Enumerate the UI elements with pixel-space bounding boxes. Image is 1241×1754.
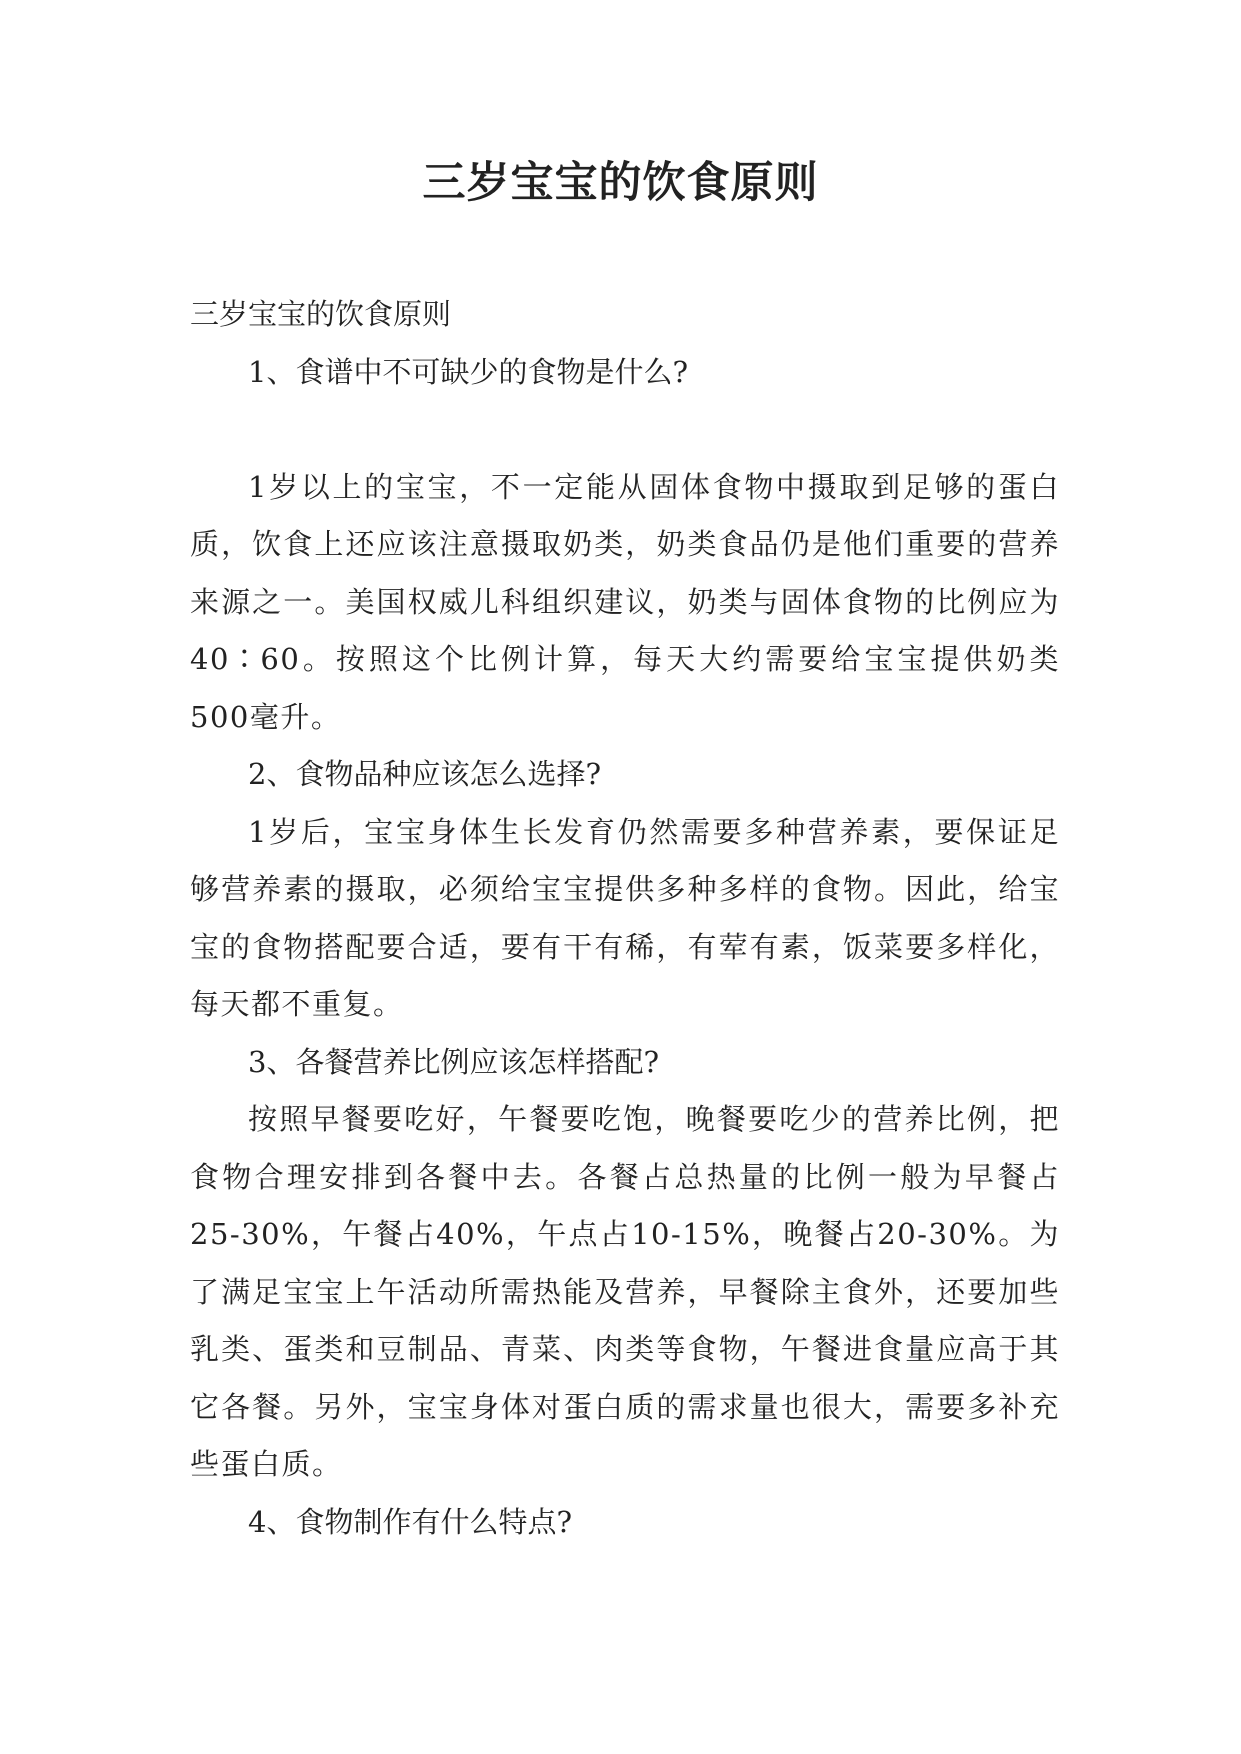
question-4: 4、食物制作有什么特点? [248, 1504, 572, 1539]
question-1: 1、食谱中不可缺少的食物是什么? [248, 354, 688, 389]
question-2: 2、食物品种应该怎么选择? [248, 757, 601, 791]
answer-3-paragraph: 按照早餐要吃好，午餐要吃饱，晚餐要吃少的营养比例，把食物合理安排到各餐中去。各餐占总热量的比例一般为早餐占25-30%，午餐占40%，午点占10-15%，晚餐占20-30%。为了满足宝宝上午活动所需热能及营养，早餐除主食外，还要加些乳类、蛋类和豆制品、青菜、肉类等食物，午餐进食量应高于其它各餐。另外，宝宝身体对蛋白质的需求量也很大，需要多补充些蛋白质。 [190, 1102, 1060, 1481]
document-body [190, 286, 1060, 1551]
document-title: 三岁宝宝的饮食原则 [422, 158, 819, 208]
answer-2-paragraph: 1岁后，宝宝身体生长发育仍然需要多种营养素，要保证足够营养素的摄取，必须给宝宝提供多种多样的食物。因此，给宝宝的食物搭配要合适，要有干有稀，有荤有素，饭菜要多样化，每天都不重复。 [190, 814, 1060, 1021]
answer-1-paragraph: 1岁以上的宝宝，不一定能从固体食物中摄取到足够的蛋白质，饮食上还应该注意摄取奶类，奶类食品仍是他们重要的营养来源之一。美国权威儿科组织建议，奶类与固体食物的比例应为40∶60。按照这个比例计算，每天大约需要给宝宝提供奶类500毫升。 [190, 469, 1060, 734]
blank-line [190, 401, 1060, 459]
question-3: 3、各餐营养比例应该怎样搭配? [248, 1044, 659, 1079]
section-title: 三岁宝宝的饮食原则 [190, 297, 452, 331]
